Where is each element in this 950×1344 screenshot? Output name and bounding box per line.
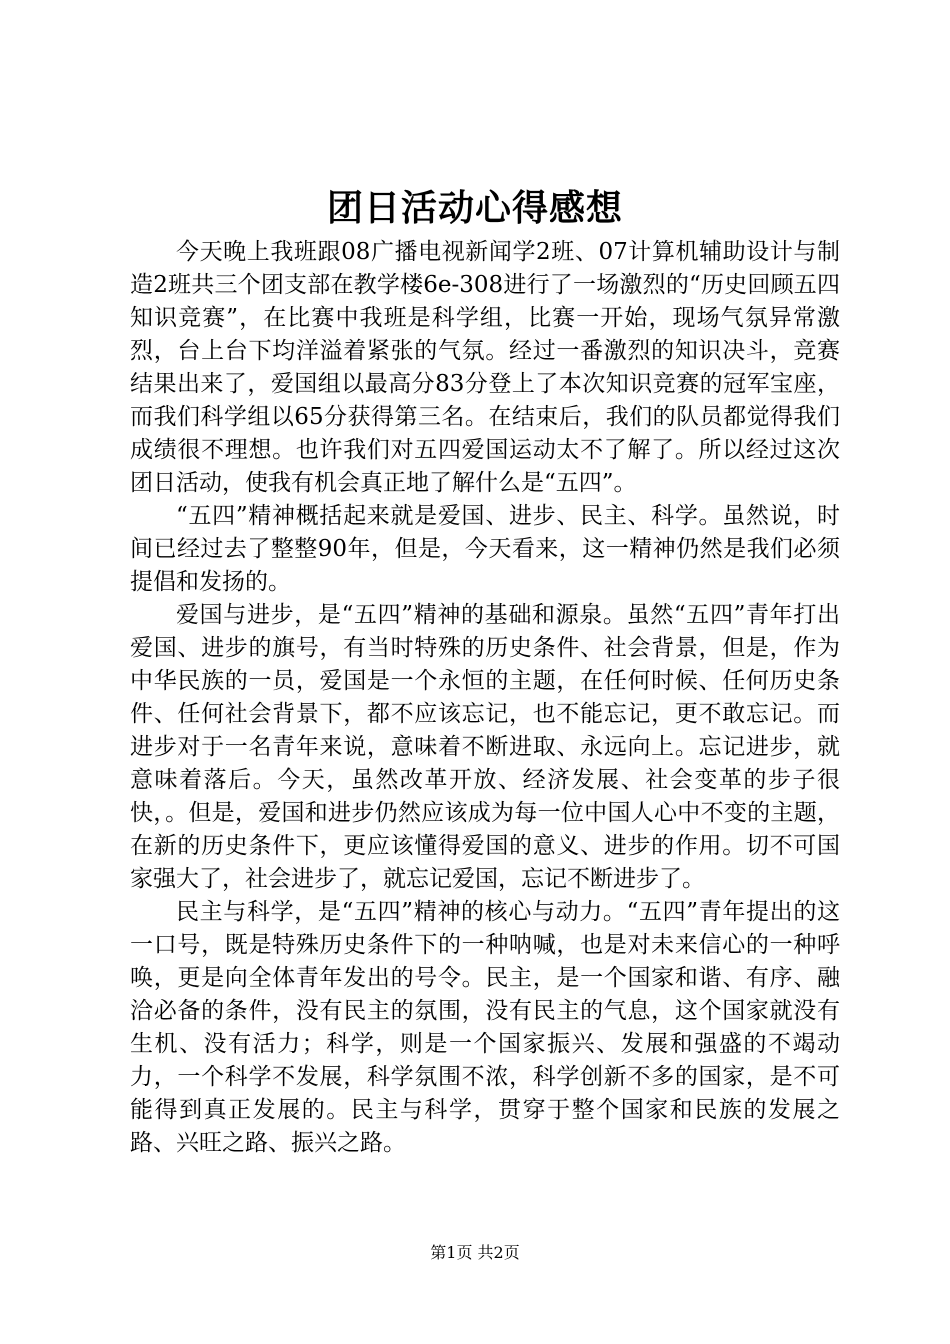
document-title: 团日活动心得感想	[326, 187, 623, 229]
page-footer: 第1页 共2页	[430, 1243, 520, 1262]
paragraph-2: “五四”精神概括起来就是爱国、进步、民主、科学。虽然说，时间已经过去了整整90年，但是，今天看来，这一精神仍然是我们必须提倡和发扬的。	[130, 503, 840, 595]
paragraph-3: 爱国与进步，是“五四”精神的基础和源泉。虽然“五四”青年打出爱国、进步的旗号，有当时特殊的历史条件、社会背景，但是，作为中华民族的一员，爱国是一个永恒的主题，在任何时候、任何历史条件、任何社会背景下，都不应该忘记，也不能忘记，更不敢忘记。而进步对于一名青年来说，意味着不断进取、永远向上。忘记进步，就意味着落后。今天，虽然改革开放、经济发展、社会变革的步子很快，。但是，爱国和进步仍然应该成为每一位中国人心中不变的主题，在新的历史条件下，更应该懂得爱国的意义、进步的作用。切不可国家强大了，社会进步了，就忘记爱国，忘记不断进步了。	[130, 602, 840, 892]
paragraph-4: 民主与科学，是“五四”精神的核心与动力。“五四”青年提出的这一口号，既是特殊历史条件下的一种呐喊，也是对未来信心的一种呼唤，更是向全体青年发出的号令。民主，是一个国家和谐、有序、融洽必备的条件，没有民主的氛围，没有民主的气息，这个国家就没有生机、没有活力；科学，则是一个国家振兴、发展和强盛的不竭动力，一个科学不发展，科学氛围不浓，科学创新不多的国家，是不可能得到真正发展的。民主与科学，贯穿于整个国家和民族的发展之路、兴旺之路、振兴之路。	[130, 899, 840, 1156]
document-body	[130, 236, 840, 1160]
paragraph-1: 今天晚上我班跟08广播电视新闻学2班、07计算机辅助设计与制造2班共三个团支部在教学楼6e-308进行了一场激烈的“历史回顾五四知识竞赛”，在比赛中我班是科学组，比赛一开始，现场气氛异常激烈，台上台下均洋溢着紧张的气氛。经过一番激烈的知识决斗，竞赛结果出来了，爱国组以最高分83分登上了本次知识竞赛的冠军宝座，而我们科学组以65分获得第三名。在结束后，我们的队员都觉得我们成绩很不理想。也许我们对五四爱国运动太不了解了。所以经过这次团日活动，使我有机会真正地了解什么是“五四”。	[130, 239, 840, 496]
